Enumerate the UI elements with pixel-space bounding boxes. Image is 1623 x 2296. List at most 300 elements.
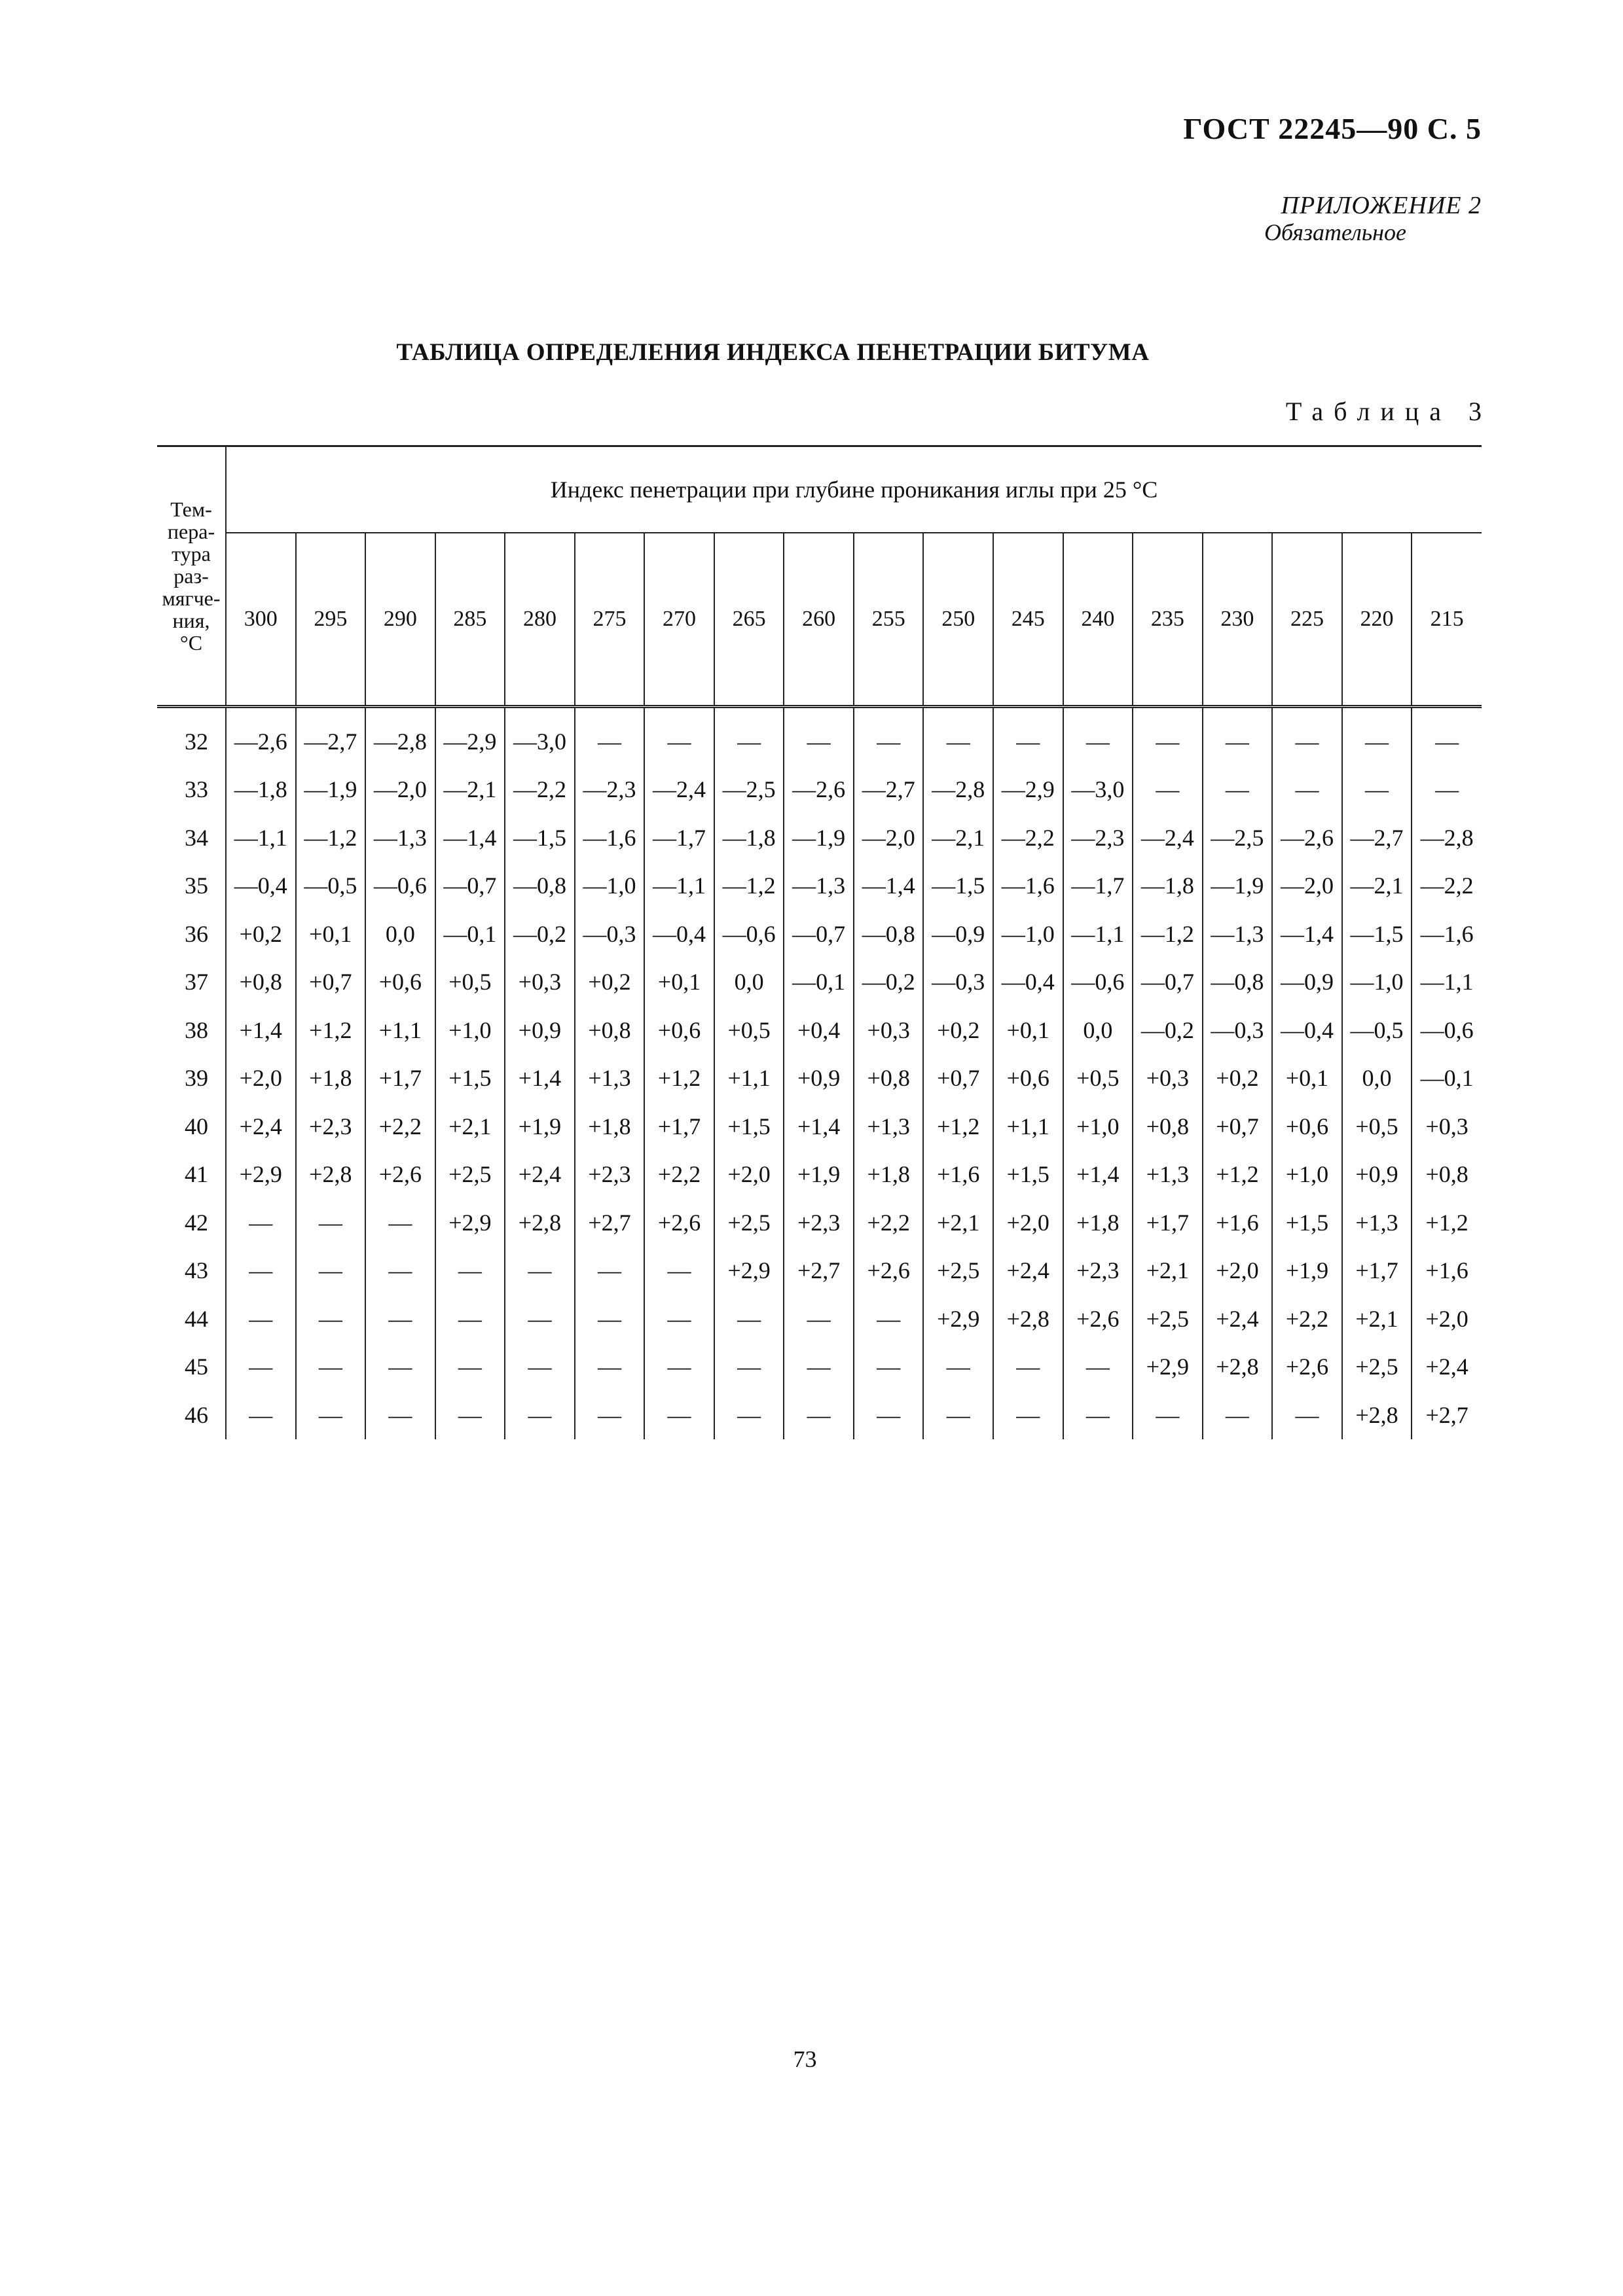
index-cell: — xyxy=(296,1247,366,1295)
index-cell: +2,8 xyxy=(1203,1343,1273,1391)
temperature-cell: 40 xyxy=(157,1102,226,1151)
index-cell: +1,3 xyxy=(854,1102,924,1151)
index-cell: +2,9 xyxy=(1133,1343,1203,1391)
index-cell: —2,4 xyxy=(1133,814,1203,862)
index-cell: +2,5 xyxy=(714,1198,784,1247)
index-cell: — xyxy=(1063,707,1133,766)
index-cell: +1,5 xyxy=(714,1102,784,1151)
index-cell: —0,5 xyxy=(296,862,366,910)
index-cell: — xyxy=(1063,1343,1133,1391)
index-cell: — xyxy=(1342,707,1412,766)
index-cell: 0,0 xyxy=(714,958,784,1007)
index-cell: — xyxy=(644,1391,714,1439)
index-cell: —1,0 xyxy=(993,910,1063,958)
index-cell: — xyxy=(296,1295,366,1343)
index-cell: +0,5 xyxy=(1342,1102,1412,1151)
index-cell: —0,1 xyxy=(435,910,505,958)
index-cell: 0,0 xyxy=(1063,1006,1133,1054)
index-cell: — xyxy=(1272,707,1342,766)
temperature-cell: 36 xyxy=(157,910,226,958)
index-cell: —2,2 xyxy=(505,766,575,814)
index-cell: —0,8 xyxy=(854,910,924,958)
index-cell: —0,4 xyxy=(644,910,714,958)
index-cell: —2,4 xyxy=(644,766,714,814)
index-cell: +2,6 xyxy=(854,1247,924,1295)
index-cell: —3,0 xyxy=(505,707,575,766)
index-cell: —0,6 xyxy=(1420,1016,1474,1043)
index-cell: — xyxy=(714,707,784,766)
column-header: 290 xyxy=(365,533,435,707)
index-cell: +0,5 xyxy=(1063,1054,1133,1103)
index-cell: — xyxy=(435,1343,505,1391)
column-header: 270 xyxy=(644,533,714,707)
index-cell: —2,6 xyxy=(226,707,296,766)
temperature-cell: 41 xyxy=(157,1151,226,1199)
index-cell: +2,7 xyxy=(575,1198,645,1247)
table-row xyxy=(157,1102,1482,1151)
index-cell: +1,6 xyxy=(1425,1257,1468,1284)
index-cell: —0,2 xyxy=(505,910,575,958)
index-cell: —1,4 xyxy=(854,862,924,910)
table-row xyxy=(157,910,1482,958)
index-cell: —2,9 xyxy=(435,707,505,766)
index-cell: — xyxy=(505,1343,575,1391)
index-cell: — xyxy=(226,1343,296,1391)
index-cell: +2,4 xyxy=(1425,1354,1468,1380)
index-cell: —3,0 xyxy=(1063,766,1133,814)
index-cell: — xyxy=(226,1198,296,1247)
index-cell: +2,9 xyxy=(435,1198,505,1247)
index-cell: — xyxy=(644,1343,714,1391)
index-cell: — xyxy=(993,1343,1063,1391)
index-cell: +2,9 xyxy=(226,1151,296,1199)
index-cell: +1,2 xyxy=(923,1102,993,1151)
index-cell: —1,1 xyxy=(226,814,296,862)
index-cell: —0,4 xyxy=(226,862,296,910)
index-cell: —1,6 xyxy=(575,814,645,862)
index-cell: — xyxy=(1133,1391,1203,1439)
column-header: 235 xyxy=(1133,533,1203,707)
index-cell: — xyxy=(505,1391,575,1439)
index-cell: +0,9 xyxy=(505,1006,575,1054)
table-row xyxy=(157,1006,1482,1054)
table-row xyxy=(157,1391,1482,1439)
index-cell: —0,3 xyxy=(923,958,993,1007)
index-cell: +2,2 xyxy=(365,1102,435,1151)
index-cell: +1,4 xyxy=(1063,1151,1133,1199)
index-cell: —0,8 xyxy=(1203,958,1273,1007)
index-cell: +2,3 xyxy=(1063,1247,1133,1295)
index-cell: +1,6 xyxy=(1203,1198,1273,1247)
index-cell: +2,0 xyxy=(226,1054,296,1103)
index-cell: +1,7 xyxy=(365,1054,435,1103)
index-cell: +2,1 xyxy=(1133,1247,1203,1295)
column-header: 255 xyxy=(854,533,924,707)
temperature-cell: 32 xyxy=(157,707,226,766)
index-cell: +0,6 xyxy=(993,1054,1063,1103)
index-cell: +1,2 xyxy=(644,1054,714,1103)
index-cell: —2,8 xyxy=(365,707,435,766)
index-cell: +2,2 xyxy=(644,1151,714,1199)
index-cell: — xyxy=(714,1391,784,1439)
table-title: ТАБЛИЦА ОПРЕДЕЛЕНИЯ ИНДЕКСА ПЕНЕТРАЦИИ БИТУМА xyxy=(396,339,1150,366)
table-row xyxy=(157,1198,1482,1247)
index-cell: — xyxy=(505,1295,575,1343)
index-cell: +1,8 xyxy=(1063,1198,1133,1247)
temperature-cell: 33 xyxy=(157,766,226,814)
index-cell: +0,1 xyxy=(644,958,714,1007)
index-cell: +0,6 xyxy=(644,1006,714,1054)
index-cell: —1,1 xyxy=(644,862,714,910)
index-cell: +2,0 xyxy=(1425,1305,1468,1332)
index-cell: +0,3 xyxy=(1425,1113,1468,1139)
temperature-cell: 46 xyxy=(157,1391,226,1439)
index-cell: +1,2 xyxy=(296,1006,366,1054)
column-header: 215 xyxy=(1412,533,1482,707)
index-cell: +1,4 xyxy=(784,1102,854,1151)
index-cell: +0,3 xyxy=(1133,1054,1203,1103)
index-cell: — xyxy=(784,1295,854,1343)
index-cell: +2,5 xyxy=(1342,1343,1412,1391)
index-cell: +0,7 xyxy=(296,958,366,1007)
index-cell: +1,7 xyxy=(1133,1198,1203,1247)
index-cell: +2,4 xyxy=(993,1247,1063,1295)
index-cell: —0,6 xyxy=(365,862,435,910)
index-cell: +0,8 xyxy=(1425,1161,1468,1188)
temperature-cell: 43 xyxy=(157,1247,226,1295)
index-cell: +2,8 xyxy=(1342,1391,1412,1439)
index-cell: —0,5 xyxy=(1342,1006,1412,1054)
index-cell: +1,1 xyxy=(365,1006,435,1054)
index-cell: +0,9 xyxy=(1342,1151,1412,1199)
penetration-index-table xyxy=(157,445,1482,1439)
temperature-cell: 44 xyxy=(157,1295,226,1343)
table-row xyxy=(157,1247,1482,1295)
index-cell: —2,0 xyxy=(1272,862,1342,910)
index-cell: —0,2 xyxy=(1133,1006,1203,1054)
index-cell: +0,6 xyxy=(1272,1102,1342,1151)
index-cell: +0,7 xyxy=(923,1054,993,1103)
index-cell: +2,4 xyxy=(505,1151,575,1199)
index-cell: —2,1 xyxy=(435,766,505,814)
index-cell: +1,4 xyxy=(226,1006,296,1054)
column-header: 280 xyxy=(505,533,575,707)
column-header: 295 xyxy=(296,533,366,707)
index-cell: +1,5 xyxy=(435,1054,505,1103)
index-cell: — xyxy=(1203,707,1273,766)
index-cell: +2,6 xyxy=(644,1198,714,1247)
index-cell: — xyxy=(923,707,993,766)
column-header: 260 xyxy=(784,533,854,707)
index-cell: +1,8 xyxy=(575,1102,645,1151)
appendix-note: Обязательное xyxy=(1264,219,1406,245)
index-cell: — xyxy=(435,1295,505,1343)
index-cell: —1,2 xyxy=(714,862,784,910)
index-cell: —2,1 xyxy=(1342,862,1412,910)
index-cell: +1,0 xyxy=(1272,1151,1342,1199)
column-header: 265 xyxy=(714,533,784,707)
index-cell: —0,6 xyxy=(1063,958,1133,1007)
index-cell: +1,5 xyxy=(993,1151,1063,1199)
index-cell: —0,6 xyxy=(714,910,784,958)
index-cell: +2,3 xyxy=(575,1151,645,1199)
index-cell: 0,0 xyxy=(365,910,435,958)
index-cell: —0,1 xyxy=(784,958,854,1007)
index-cell: +2,8 xyxy=(296,1151,366,1199)
index-cell: — xyxy=(575,707,645,766)
index-cell: +1,2 xyxy=(1425,1209,1468,1236)
temperature-cell: 37 xyxy=(157,958,226,1007)
index-cell: —0,4 xyxy=(993,958,1063,1007)
index-cell: +0,4 xyxy=(784,1006,854,1054)
index-cell: —1,5 xyxy=(1342,910,1412,958)
index-cell: +0,8 xyxy=(575,1006,645,1054)
table-row xyxy=(157,862,1482,910)
index-cell: —2,7 xyxy=(1342,814,1412,862)
index-cell: —0,4 xyxy=(1272,1006,1342,1054)
index-cell: +1,9 xyxy=(505,1102,575,1151)
index-cell: —0,2 xyxy=(854,958,924,1007)
index-cell: —1,3 xyxy=(1203,910,1273,958)
index-cell: — xyxy=(644,1295,714,1343)
index-cell: —0,1 xyxy=(1420,1065,1474,1092)
index-cell: —1,7 xyxy=(1063,862,1133,910)
index-cell: —1,6 xyxy=(1420,920,1474,947)
table-label: Таблица 3 xyxy=(1285,397,1492,426)
index-cell: — xyxy=(296,1391,366,1439)
index-cell: +1,3 xyxy=(1133,1151,1203,1199)
index-cell: +0,2 xyxy=(575,958,645,1007)
index-cell: +0,8 xyxy=(1133,1102,1203,1151)
index-cell: — xyxy=(784,707,854,766)
data-table xyxy=(157,445,1482,1439)
index-cell: —2,3 xyxy=(1063,814,1133,862)
index-cell: — xyxy=(365,1198,435,1247)
table-row xyxy=(157,1054,1482,1103)
column-header: 275 xyxy=(575,533,645,707)
index-cell: —1,2 xyxy=(1133,910,1203,958)
index-cell: — xyxy=(854,1391,924,1439)
index-cell: — xyxy=(1272,1391,1342,1439)
index-cell: +2,0 xyxy=(1203,1247,1273,1295)
index-cell: —1,9 xyxy=(784,814,854,862)
table-row xyxy=(157,766,1482,814)
index-cell: —1,4 xyxy=(435,814,505,862)
index-cell: —2,2 xyxy=(1420,872,1474,899)
index-cell: —0,9 xyxy=(1272,958,1342,1007)
index-cell: +1,4 xyxy=(505,1054,575,1103)
index-cell: +1,5 xyxy=(1272,1198,1342,1247)
table-body xyxy=(157,707,1482,1439)
index-cell: —1,8 xyxy=(714,814,784,862)
index-cell: — xyxy=(854,707,924,766)
index-cell: — xyxy=(993,1391,1063,1439)
index-cell: +2,8 xyxy=(993,1295,1063,1343)
index-cell: +0,6 xyxy=(365,958,435,1007)
index-cell: — xyxy=(1435,728,1459,755)
column-header: 240 xyxy=(1063,533,1133,707)
index-cell: — xyxy=(1133,766,1203,814)
index-cell: 0,0 xyxy=(1342,1054,1412,1103)
index-cell: —0,8 xyxy=(505,862,575,910)
index-cell: —2,3 xyxy=(575,766,645,814)
index-cell: +2,5 xyxy=(435,1151,505,1199)
index-cell: +2,0 xyxy=(993,1198,1063,1247)
index-cell: +1,8 xyxy=(854,1151,924,1199)
index-cell: +1,3 xyxy=(575,1054,645,1103)
index-cell: —0,9 xyxy=(923,910,993,958)
temperature-cell: 45 xyxy=(157,1343,226,1391)
index-cell: — xyxy=(644,1247,714,1295)
index-cell: —1,3 xyxy=(784,862,854,910)
index-cell: —1,5 xyxy=(505,814,575,862)
index-cell: — xyxy=(1435,776,1459,803)
document-code: ГОСТ 22245—90 С. 5 xyxy=(1183,112,1482,145)
index-cell: —2,6 xyxy=(1272,814,1342,862)
index-cell: — xyxy=(854,1295,924,1343)
index-cell: +1,1 xyxy=(993,1102,1063,1151)
column-header-row xyxy=(157,533,1482,707)
index-cell: — xyxy=(644,707,714,766)
index-cell: —2,2 xyxy=(993,814,1063,862)
index-cell: — xyxy=(575,1295,645,1343)
index-cell: +2,1 xyxy=(435,1102,505,1151)
index-cell: +1,9 xyxy=(1272,1247,1342,1295)
index-cell: +0,1 xyxy=(1272,1054,1342,1103)
index-cell: —0,3 xyxy=(1203,1006,1273,1054)
index-cell: +1,8 xyxy=(296,1054,366,1103)
index-cell: —1,0 xyxy=(1342,958,1412,1007)
index-cell: —1,9 xyxy=(1203,862,1273,910)
index-cell: —0,7 xyxy=(784,910,854,958)
index-cell: +2,7 xyxy=(1425,1401,1468,1428)
index-cell: — xyxy=(1342,766,1412,814)
index-cell: +2,2 xyxy=(854,1198,924,1247)
column-header: 220 xyxy=(1342,533,1412,707)
column-header: 225 xyxy=(1272,533,1342,707)
table-row xyxy=(157,1151,1482,1199)
index-cell: — xyxy=(993,707,1063,766)
index-cell: +0,2 xyxy=(923,1006,993,1054)
index-cell: —2,7 xyxy=(854,766,924,814)
temperature-cell: 42 xyxy=(157,1198,226,1247)
index-cell: +2,5 xyxy=(923,1247,993,1295)
index-cell: +0,5 xyxy=(714,1006,784,1054)
index-cell: +0,7 xyxy=(1203,1102,1273,1151)
table-row xyxy=(157,958,1482,1007)
index-cell: — xyxy=(1133,707,1203,766)
index-cell: —2,1 xyxy=(923,814,993,862)
index-cell: +2,6 xyxy=(1272,1343,1342,1391)
index-cell: — xyxy=(923,1391,993,1439)
table-row xyxy=(157,1343,1482,1391)
index-cell: — xyxy=(435,1391,505,1439)
index-cell: —1,8 xyxy=(1133,862,1203,910)
index-cell: — xyxy=(1272,766,1342,814)
index-cell: —1,2 xyxy=(296,814,366,862)
column-header: 245 xyxy=(993,533,1063,707)
index-cell: +0,8 xyxy=(854,1054,924,1103)
index-cell: — xyxy=(714,1295,784,1343)
index-cell: —1,3 xyxy=(365,814,435,862)
index-cell: +1,0 xyxy=(435,1006,505,1054)
index-cell: —2,0 xyxy=(854,814,924,862)
index-cell: +2,1 xyxy=(923,1198,993,1247)
index-cell: — xyxy=(923,1343,993,1391)
index-cell: +0,3 xyxy=(505,958,575,1007)
index-cell: +0,9 xyxy=(784,1054,854,1103)
index-cell: —1,1 xyxy=(1063,910,1133,958)
index-cell: —1,0 xyxy=(575,862,645,910)
index-cell: +0,2 xyxy=(226,910,296,958)
index-cell: —2,0 xyxy=(365,766,435,814)
index-cell: +0,1 xyxy=(296,910,366,958)
index-cell: —0,7 xyxy=(1133,958,1203,1007)
index-cell: +1,7 xyxy=(644,1102,714,1151)
table-row xyxy=(157,1295,1482,1343)
index-cell: +2,3 xyxy=(296,1102,366,1151)
index-cell: +2,3 xyxy=(784,1198,854,1247)
column-header: 285 xyxy=(435,533,505,707)
index-cell: +2,0 xyxy=(714,1151,784,1199)
temperature-cell: 39 xyxy=(157,1054,226,1103)
index-cell: — xyxy=(854,1343,924,1391)
index-cell: +2,5 xyxy=(1133,1295,1203,1343)
column-header: 300 xyxy=(226,533,296,707)
index-cell: —2,7 xyxy=(296,707,366,766)
index-cell: —1,6 xyxy=(993,862,1063,910)
index-cell: — xyxy=(226,1295,296,1343)
column-header: 250 xyxy=(923,533,993,707)
temperature-cell: 34 xyxy=(157,814,226,862)
index-cell: —2,8 xyxy=(923,766,993,814)
temperature-cell: 35 xyxy=(157,862,226,910)
index-cell: +2,6 xyxy=(1063,1295,1133,1343)
index-cell: +1,2 xyxy=(1203,1151,1273,1199)
index-cell: +2,8 xyxy=(505,1198,575,1247)
index-cell: — xyxy=(1063,1391,1133,1439)
column-group-header: Индекс пенетрации при глубине проникания иглы при 25 °С xyxy=(226,446,1482,533)
index-cell: — xyxy=(575,1391,645,1439)
index-cell: +2,4 xyxy=(226,1102,296,1151)
index-cell: —1,4 xyxy=(1272,910,1342,958)
index-cell: +0,1 xyxy=(993,1006,1063,1054)
index-cell: +2,7 xyxy=(784,1247,854,1295)
index-cell: +1,6 xyxy=(923,1151,993,1199)
index-cell: +2,9 xyxy=(923,1295,993,1343)
row-header-softening-temperature: Тем- пера- тура раз- мягче- ния, °С xyxy=(157,446,226,707)
index-cell: +2,6 xyxy=(365,1151,435,1199)
index-cell: — xyxy=(784,1343,854,1391)
index-cell: — xyxy=(575,1247,645,1295)
index-cell: —1,9 xyxy=(296,766,366,814)
index-cell: — xyxy=(226,1391,296,1439)
index-cell: —2,8 xyxy=(1420,824,1474,851)
index-cell: — xyxy=(365,1391,435,1439)
index-cell: +1,9 xyxy=(784,1151,854,1199)
index-cell: —2,5 xyxy=(1203,814,1273,862)
page-number: 73 xyxy=(793,2046,817,2072)
temperature-cell: 38 xyxy=(157,1006,226,1054)
index-cell: —2,5 xyxy=(714,766,784,814)
index-cell: —2,6 xyxy=(784,766,854,814)
index-cell: —0,3 xyxy=(575,910,645,958)
index-cell: — xyxy=(1203,1391,1273,1439)
index-cell: +1,1 xyxy=(714,1054,784,1103)
index-cell: +1,0 xyxy=(1063,1102,1133,1151)
index-cell: —1,8 xyxy=(226,766,296,814)
index-cell: — xyxy=(575,1343,645,1391)
